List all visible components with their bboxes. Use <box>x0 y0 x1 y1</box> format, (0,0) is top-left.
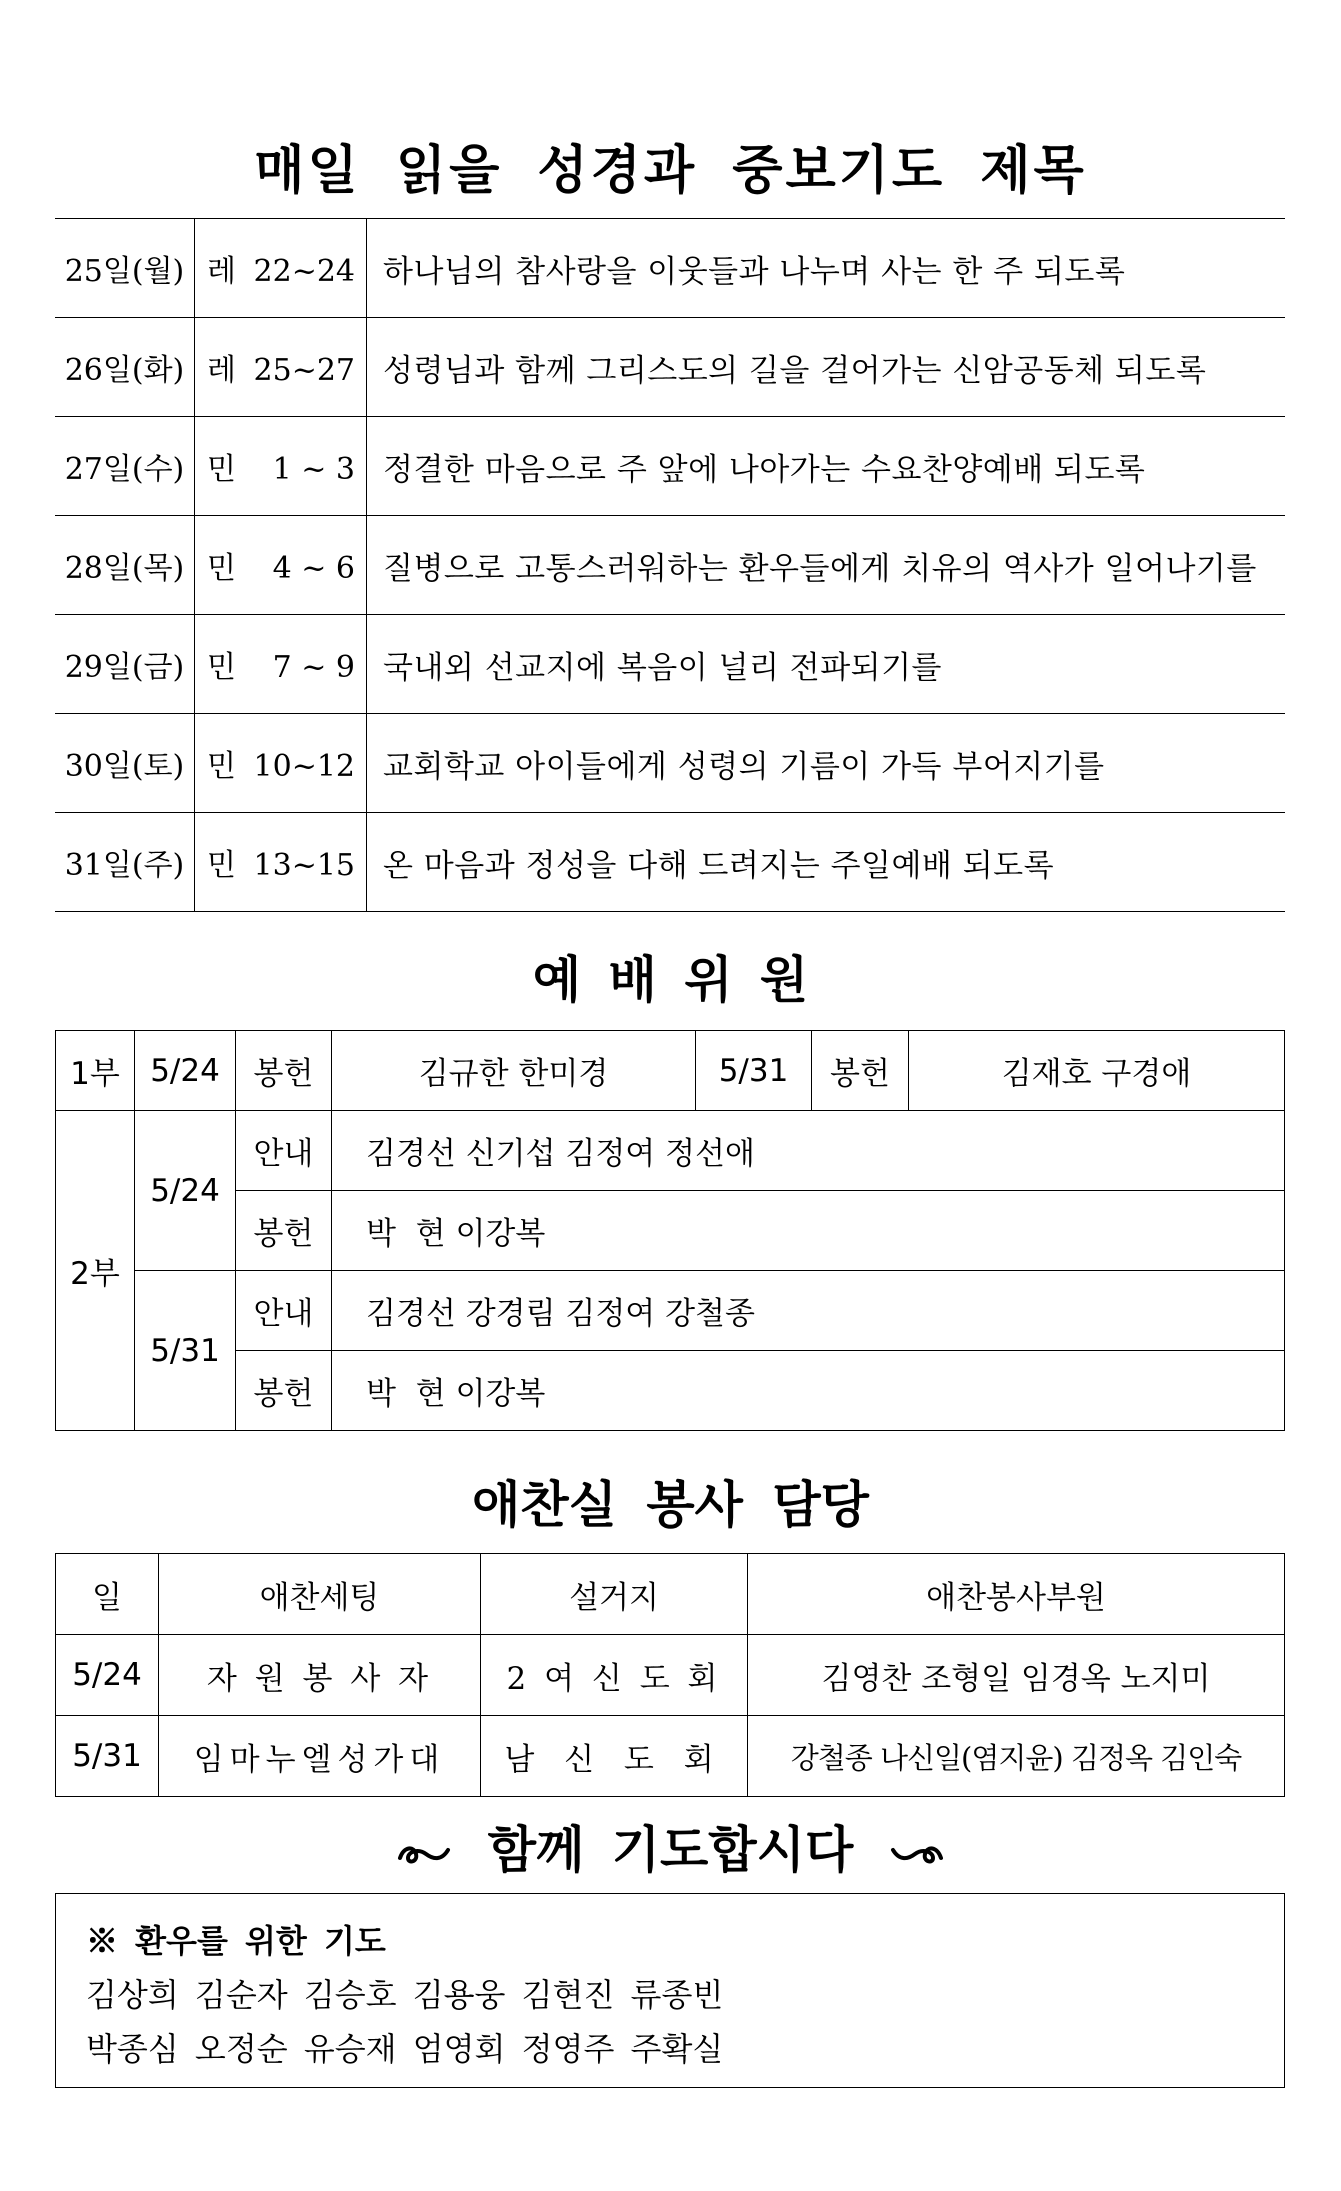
prayer-heading: ※ 환우를 위한 기도 <box>86 1922 386 1960</box>
daily-reading-table <box>55 218 1285 912</box>
daily-title: 매일 읽을 성경과 중보기도 제목 <box>254 141 1087 201</box>
daily-prayer: 교회학교 아이들에게 성령의 기름이 가득 부어지기를 <box>367 714 1286 813</box>
part1-names2: 김재호 구경애 <box>909 1031 1285 1111</box>
duty-title: 애찬실 봉사 담당 <box>472 1476 869 1534</box>
part2-guide-names-2: 김경선 강경림 김정여 강철종 <box>332 1271 1285 1351</box>
part2-guide-label-2: 안내 <box>236 1271 332 1351</box>
daily-reading <box>195 813 367 912</box>
daily-reading <box>195 714 367 813</box>
daily-book: 레 <box>207 254 236 289</box>
duty-dishes: 2 여 신 도 회 <box>481 1635 748 1716</box>
daily-day: 30일(토) <box>55 714 195 813</box>
table-row <box>55 318 1285 417</box>
daily-book: 민 <box>207 650 236 685</box>
part1-date1: 5/24 <box>135 1031 236 1111</box>
daily-book: 민 <box>207 749 236 784</box>
part2-date2: 5/31 <box>135 1271 236 1431</box>
worship-title: 예 배 위 원 <box>532 951 809 1009</box>
daily-chapters: 4 ~ 6 <box>272 551 355 586</box>
part2-offer-names-2: 박 현 이강복 <box>332 1351 1285 1431</box>
part2-date1: 5/24 <box>135 1111 236 1271</box>
ornament-left-icon <box>396 1840 452 1868</box>
part2-offer-label-2: 봉헌 <box>236 1351 332 1431</box>
worship-committee-table <box>55 1030 1285 1431</box>
daily-day: 31일(주) <box>55 813 195 912</box>
part2-offer-label-1: 봉헌 <box>236 1191 332 1271</box>
daily-day: 28일(목) <box>55 516 195 615</box>
daily-day: 27일(수) <box>55 417 195 516</box>
table-row <box>55 714 1285 813</box>
prayer-title-row <box>0 1810 1341 1882</box>
daily-prayer: 정결한 마음으로 주 앞에 나아가는 수요찬양예배 되도록 <box>367 417 1286 516</box>
prayer-title: 함께 기도합시다 <box>487 1821 854 1879</box>
duty-date: 5/31 <box>56 1716 159 1797</box>
table-row <box>55 813 1285 912</box>
duty-header-dishes: 설거지 <box>481 1554 748 1635</box>
table-row <box>55 615 1285 714</box>
daily-reading <box>195 417 367 516</box>
daily-day: 29일(금) <box>55 615 195 714</box>
part1-names1: 김규한 한미경 <box>332 1031 696 1111</box>
daily-day: 25일(월) <box>55 219 195 318</box>
table-row <box>55 417 1285 516</box>
part1-date2: 5/31 <box>696 1031 812 1111</box>
daily-day: 26일(화) <box>55 318 195 417</box>
daily-book: 레 <box>207 353 236 388</box>
daily-chapters: 22~24 <box>253 254 355 289</box>
table-row <box>56 1635 1285 1716</box>
daily-chapters: 13~15 <box>253 848 355 883</box>
daily-prayer: 질병으로 고통스러워하는 환우들에게 치유의 역사가 일어나기를 <box>367 516 1286 615</box>
daily-reading <box>195 318 367 417</box>
daily-chapters: 10~12 <box>253 749 355 784</box>
duty-header-setting: 애찬세팅 <box>159 1554 481 1635</box>
daily-reading <box>195 516 367 615</box>
daily-chapters: 25~27 <box>253 353 355 388</box>
daily-book: 민 <box>207 848 236 883</box>
part2-offer-names-1: 박 현 이강복 <box>332 1191 1285 1271</box>
table-row <box>55 219 1285 318</box>
duty-header-members: 애찬봉사부원 <box>748 1554 1285 1635</box>
duty-members: 김영찬 조형일 임경옥 노지미 <box>748 1635 1285 1716</box>
duty-date: 5/24 <box>56 1635 159 1716</box>
ornament-right-icon <box>889 1840 945 1868</box>
part2-label: 2부 <box>56 1111 135 1431</box>
daily-prayer: 온 마음과 정성을 다해 드려지는 주일예배 되도록 <box>367 813 1286 912</box>
duty-dishes: 남 신 도 회 <box>481 1716 748 1797</box>
daily-prayer: 하나님의 참사랑을 이웃들과 나누며 사는 한 주 되도록 <box>367 219 1286 318</box>
duty-header-date: 일 <box>56 1554 159 1635</box>
prayer-names-line-1: 김상희 김순자 김승호 김용웅 김현진 류종빈 <box>86 1976 724 2014</box>
daily-book: 민 <box>207 452 236 487</box>
daily-chapters: 1 ~ 3 <box>272 452 355 487</box>
table-row <box>56 1716 1285 1797</box>
part1-role1: 봉헌 <box>236 1031 332 1111</box>
daily-reading <box>195 615 367 714</box>
part2-guide-names-1: 김경선 신기섭 김정여 정선애 <box>332 1111 1285 1191</box>
daily-book: 민 <box>207 551 236 586</box>
duty-members: 강철종 나신일(염지윤) 김정옥 김인숙 <box>748 1716 1285 1797</box>
daily-reading <box>195 219 367 318</box>
patient-prayer-box <box>55 1893 1285 2088</box>
service-duty-table <box>55 1553 1285 1797</box>
part2-guide-label-1: 안내 <box>236 1111 332 1191</box>
prayer-names-line-2: 박종심 오정순 유승재 엄영회 정영주 주확실 <box>86 2030 724 2068</box>
duty-setting: 임마누엘성가대 <box>159 1716 481 1797</box>
part1-role2: 봉헌 <box>812 1031 909 1111</box>
part1-label: 1부 <box>56 1031 135 1111</box>
daily-prayer: 국내외 선교지에 복음이 널리 전파되기를 <box>367 615 1286 714</box>
duty-setting: 자 원 봉 사 자 <box>159 1635 481 1716</box>
daily-prayer: 성령님과 함께 그리스도의 길을 걸어가는 신암공동체 되도록 <box>367 318 1286 417</box>
daily-chapters: 7 ~ 9 <box>272 650 355 685</box>
table-row <box>55 516 1285 615</box>
